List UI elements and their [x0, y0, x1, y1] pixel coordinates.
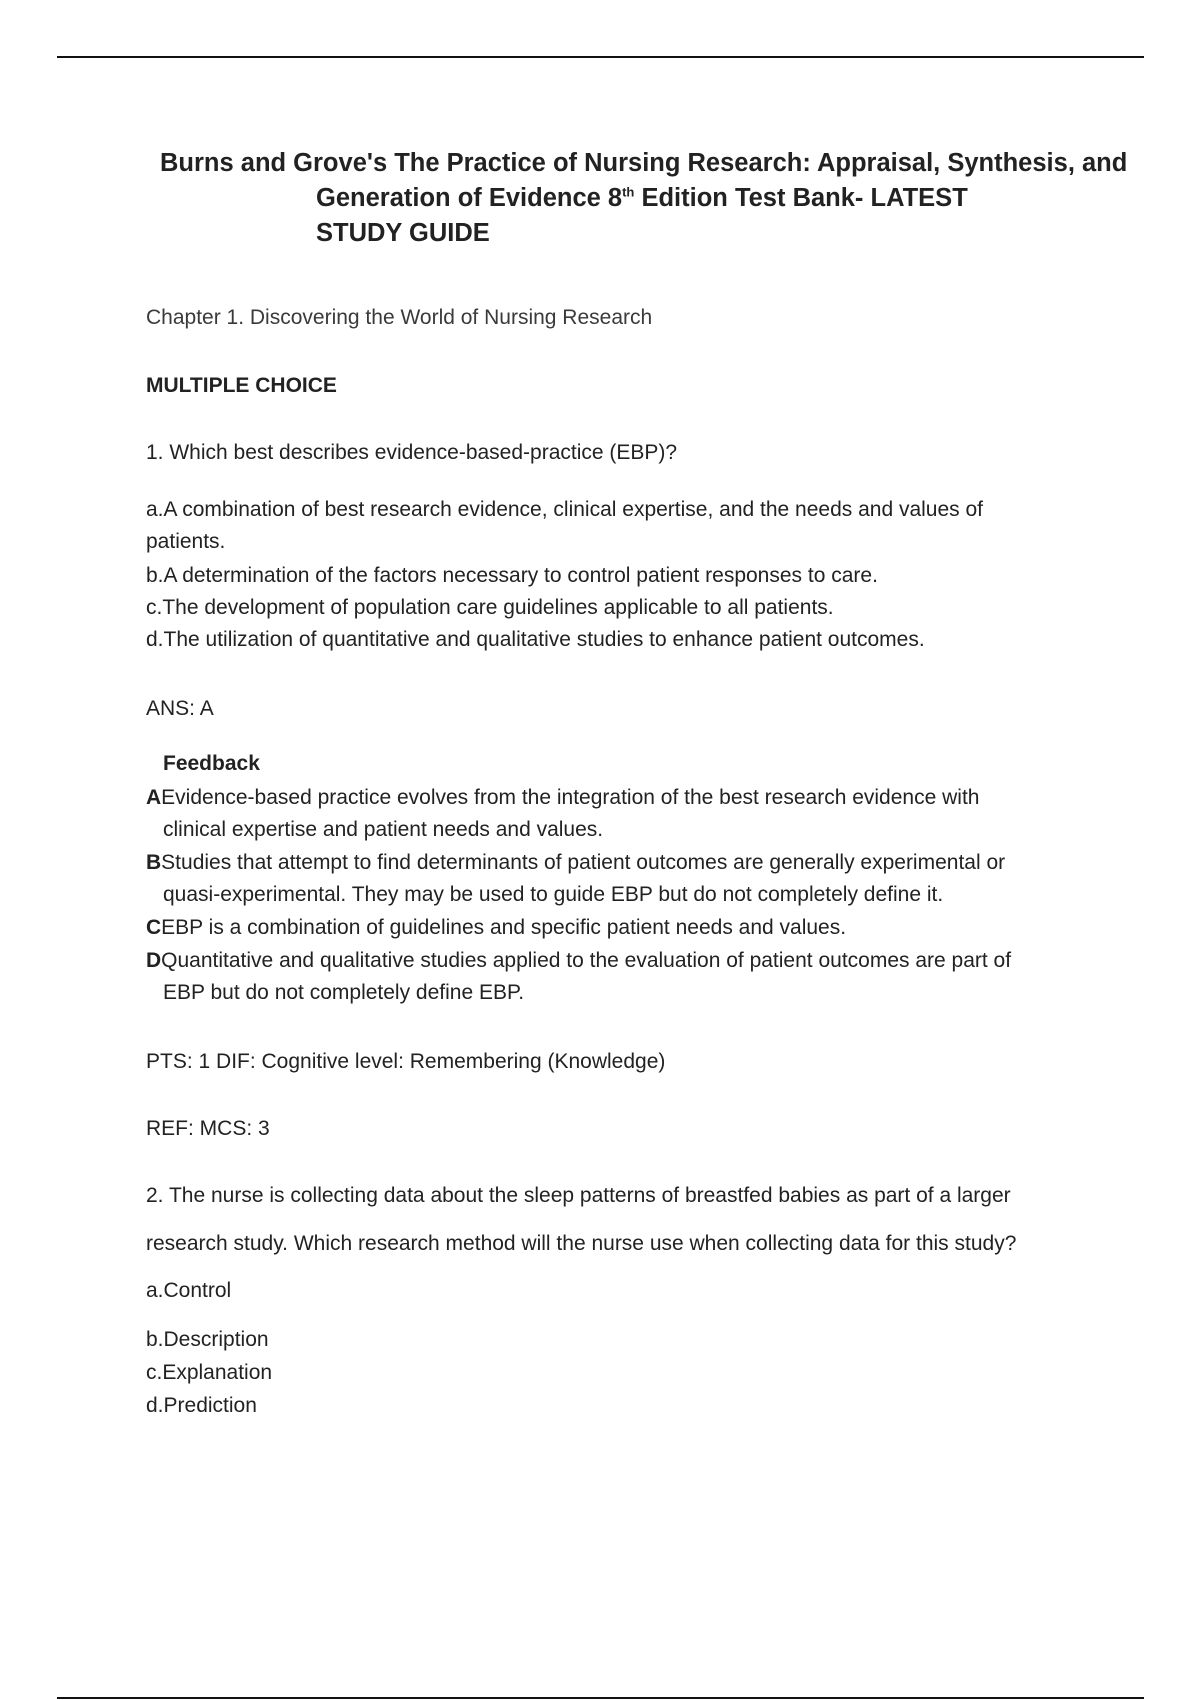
feedback-c [146, 912, 846, 944]
feedback-a-cont: clinical expertise and patient needs and values. [163, 818, 604, 841]
top-rule [57, 56, 1144, 58]
title-line-3: STUDY GUIDE [316, 219, 490, 247]
q2-option-d: d.Prediction [146, 1394, 257, 1417]
feedback-letter: D [146, 949, 162, 972]
feedback-text: Studies that attempt to find determinants of patient outcomes are generally experimental or [161, 851, 1006, 874]
q1-option-c: c.The development of population care guidelines applicable to all patients. [146, 596, 834, 619]
feedback-text: Quantitative and qualitative studies applied to the evaluation of patient outcomes are part of [161, 949, 1012, 972]
q1-option-a-cont: patients. [146, 530, 226, 553]
title-line-1: Burns and Grove's The Practice of Nursing Research: Appraisal, Synthesis, and [160, 149, 1128, 177]
q2-option-c: c.Explanation [146, 1361, 273, 1384]
q1-option-d: d.The utilization of quantitative and qualitative studies to enhance patient outcomes. [146, 628, 925, 651]
q1-question: 1. Which best describes evidence-based-practice (EBP)? [146, 441, 678, 464]
feedback-d [146, 945, 1011, 977]
section-heading: MULTIPLE CHOICE [146, 374, 337, 397]
q2-question: 2. The nurse is collecting data about the sleep patterns of breastfed babies as part of a larger [146, 1184, 1011, 1207]
title-line-2 [316, 181, 968, 216]
q1-answer: ANS: A [146, 697, 214, 720]
q2-option-a: a.Control [146, 1279, 232, 1302]
feedback-b-cont: quasi-experimental. They may be used to guide EBP but do not completely define it. [163, 883, 944, 906]
q1-points: PTS: 1 DIF: Cognitive level: Remembering (Knowledge) [146, 1050, 666, 1073]
q1-option-a: a.A combination of best research evidence, clinical expertise, and the needs and values of [146, 498, 984, 521]
feedback-letter: B [146, 851, 162, 874]
feedback-letter: C [146, 916, 162, 939]
feedback-d-cont: EBP but do not completely define EBP. [163, 981, 525, 1004]
q2-question-cont: research study. Which research method will the nurse use when collecting data for this study? [146, 1232, 1017, 1255]
feedback-heading: Feedback [163, 752, 260, 775]
feedback-text: EBP is a combination of guidelines and specific patient needs and values. [161, 916, 847, 939]
feedback-a [146, 782, 979, 814]
bottom-rule [57, 1697, 1144, 1699]
title-line-2-pre: Generation of Evidence 8 [316, 184, 623, 212]
feedback-text: Evidence-based practice evolves from the integration of the best research evidence with [161, 786, 980, 809]
q2-option-b: b.Description [146, 1328, 269, 1351]
q1-option-b: b.A determination of the factors necessary to control patient responses to care. [146, 564, 878, 587]
title-superscript: th [622, 184, 635, 200]
feedback-b [146, 847, 1005, 879]
title-line-2-post: Edition Test Bank- LATEST [634, 184, 968, 212]
q1-reference: REF: MCS: 3 [146, 1117, 270, 1140]
chapter-heading: Chapter 1. Discovering the World of Nursing Research [146, 306, 653, 329]
feedback-letter: A [146, 786, 162, 809]
